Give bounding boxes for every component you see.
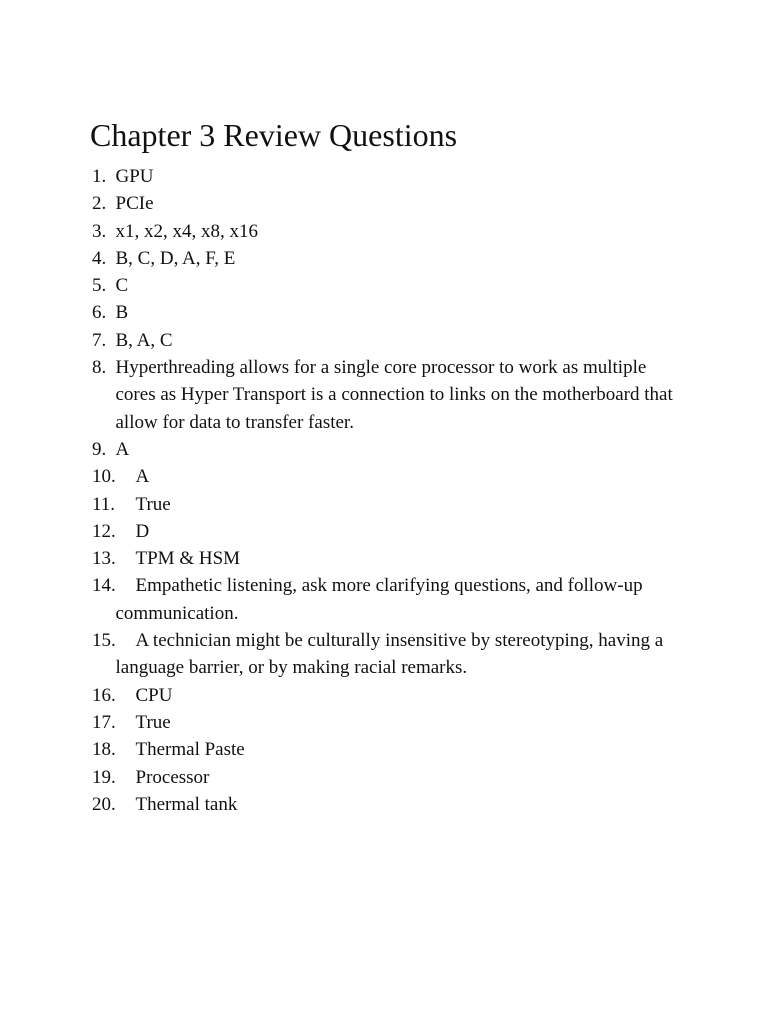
answer-text: A technician might be culturally insensitive by stereotyping, having a language barrier, or by making racial remarks. [115,630,664,679]
answer-item-7 [90,327,690,354]
answer-item-9 [90,436,690,463]
answer-item-6 [90,299,690,326]
answer-number: 15. [92,630,116,652]
answer-item-4 [90,245,690,272]
answer-item-1 [90,163,690,190]
answer-item-16 [90,682,690,709]
answer-item-12 [90,518,690,545]
answer-number: 18. [92,739,116,761]
answer-item-5 [90,272,690,299]
answer-number: 8. [92,357,107,379]
answer-number: 1. [92,166,107,187]
answer-number: 17. [92,711,116,733]
page-title: Chapter 3 Review Questions [90,117,458,153]
answer-text: Processor [135,766,210,788]
answer-number: 19. [92,766,116,788]
answer-item-17 [90,709,690,736]
answer-text: x1, x2, x4, x8, x16 [115,220,258,242]
answer-text: C [115,275,129,297]
answer-text: PCIe [115,193,154,215]
answer-number: 13. [92,548,116,570]
answer-number: 5. [92,275,107,297]
answer-item-13 [90,545,690,572]
answer-text: Thermal Paste [135,739,245,761]
answer-item-8 [90,354,690,436]
answer-number: 2. [92,193,107,215]
answer-number: 16. [92,684,116,706]
answer-item-2 [90,190,690,217]
answer-item-10 [90,463,690,490]
answer-text: Empathetic listening, ask more clarifying questions, and follow-up communication. [115,575,643,624]
answer-text: D [135,520,150,542]
answer-text: B, A, C [115,329,173,351]
answer-text: True [135,493,171,515]
answer-number: 12. [92,520,116,542]
answer-text: A [135,466,150,488]
answer-item-11 [90,491,690,518]
answer-number: 3. [92,220,107,242]
answer-item-3 [90,218,690,245]
answer-text: A [115,438,130,460]
document-page [90,115,690,818]
answer-number: 4. [92,247,107,269]
answer-number: 7. [92,329,107,351]
answer-number: 9. [92,438,107,460]
answer-item-14 [90,572,690,627]
answer-list [90,163,690,818]
answer-item-15 [90,627,690,682]
answer-number: 11. [92,493,116,515]
answer-text: B [115,302,129,324]
answer-item-18 [90,736,690,763]
answer-item-19 [90,764,690,791]
answer-text: GPU [115,166,154,187]
answer-text: True [135,711,171,733]
answer-text: TPM & HSM [135,548,241,570]
answer-number: 10. [92,466,116,488]
answer-number: 14. [92,575,116,597]
answer-text: Thermal tank [135,793,238,815]
answer-text: CPU [135,684,173,706]
answer-number: 6. [92,302,107,324]
answer-number: 20. [92,793,116,815]
answer-text: Hyperthreading allows for a single core processor to work as multiple cores as Hyper Transport is a connection to links on the motherboard that allow for data to transfer faster. [115,357,673,433]
answer-text: B, C, D, A, F, E [115,247,236,269]
answer-item-20 [90,791,690,818]
